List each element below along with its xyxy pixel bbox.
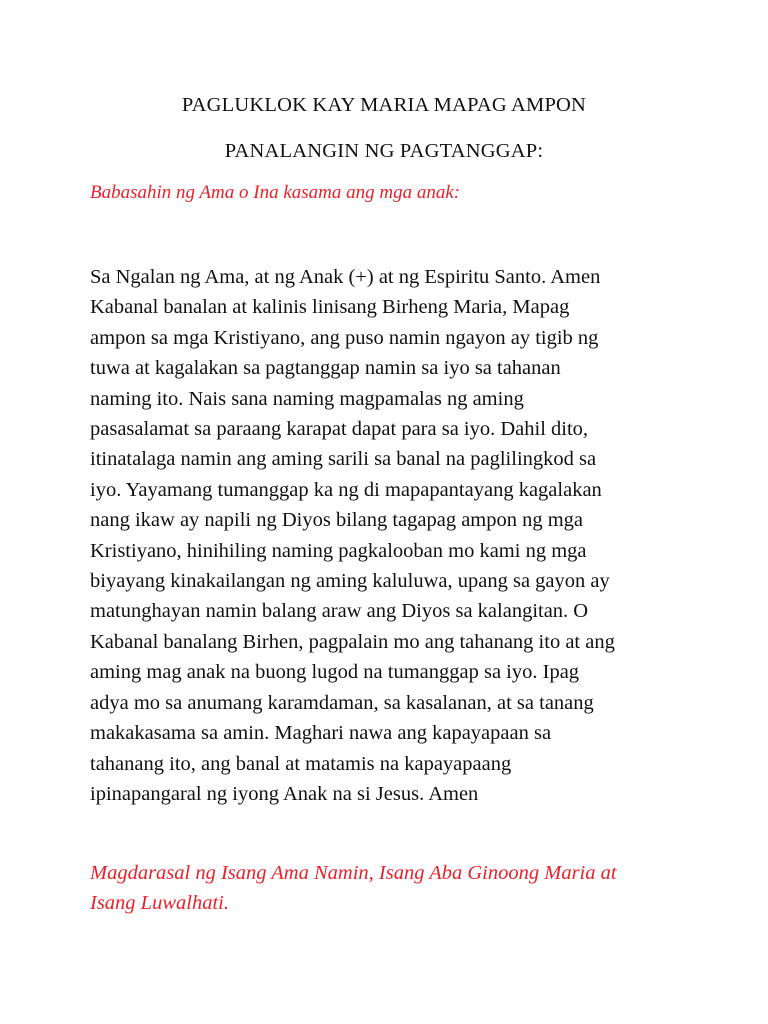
prayer-line: pasasalamat sa paraang karapat dapat para sa iyo. Dahil dito,: [90, 418, 589, 441]
reading-instruction: Babasahin ng Ama o Ina kasama ang mga anak:: [90, 182, 461, 203]
prayer-line: aming mag anak na buong lugod na tumanggap sa iyo. Ipag: [90, 661, 580, 684]
prayer-line: iyo. Yayamang tumanggap ka ng di mapapantayang kagalakan: [90, 478, 602, 501]
prayer-body: [90, 262, 730, 809]
prayer-line: tuwa at kagalakan sa pagtanggap namin sa iyo sa tahanan: [90, 357, 561, 380]
prayer-line: naming ito. Nais sana naming magpamalas ng aming: [90, 387, 524, 410]
document-title: PAGLUKLOK KAY MARIA MAPAG AMPON: [181, 94, 587, 116]
prayer-line: adya mo sa anumang karamdaman, sa kasalanan, at sa tanang: [90, 691, 594, 714]
prayer-line: Kristiyano, hinihiling naming pagkalooban mo kami ng mga: [90, 539, 587, 562]
closing-line: Magdarasal ng Isang Ama Namin, Isang Aba Ginoong Maria at: [90, 862, 617, 884]
prayer-line: ampon sa mga Kristiyano, ang puso namin ngayon ay tigib ng: [90, 326, 599, 349]
prayer-line: Sa Ngalan ng Ama, at ng Anak (+) at ng Espiritu Santo. Amen: [90, 266, 601, 288]
document-subtitle: PANALANGIN NG PAGTANGGAP:: [224, 140, 544, 162]
prayer-line: Kabanal banalan at kalinis linisang Birheng Maria, Mapag: [90, 296, 570, 319]
prayer-line: makakasama sa amin. Maghari nawa ang kapayapaan sa: [90, 722, 552, 745]
prayer-line: ipinapangaral ng iyong Anak na si Jesus. Amen: [90, 782, 479, 805]
prayer-line: nang ikaw ay napili ng Diyos bilang tagapag ampon ng mga: [90, 509, 584, 532]
prayer-line: matunghayan namin balang araw ang Diyos sa kalangitan. O: [90, 600, 589, 623]
prayer-line: Kabanal banalang Birhen, pagpalain mo ang tahanang ito at ang: [90, 630, 615, 653]
prayer-line: itinatalaga namin ang aming sarili sa banal na paglilingkod sa: [90, 448, 597, 471]
closing-line: Isang Luwalhati.: [90, 892, 229, 914]
closing-instruction: [90, 858, 730, 918]
prayer-line: tahanang ito, ang banal at matamis na kapayapaang: [90, 752, 512, 775]
prayer-line: biyayang kinakailangan ng aming kaluluwa, upang sa gayon ay: [90, 570, 610, 593]
